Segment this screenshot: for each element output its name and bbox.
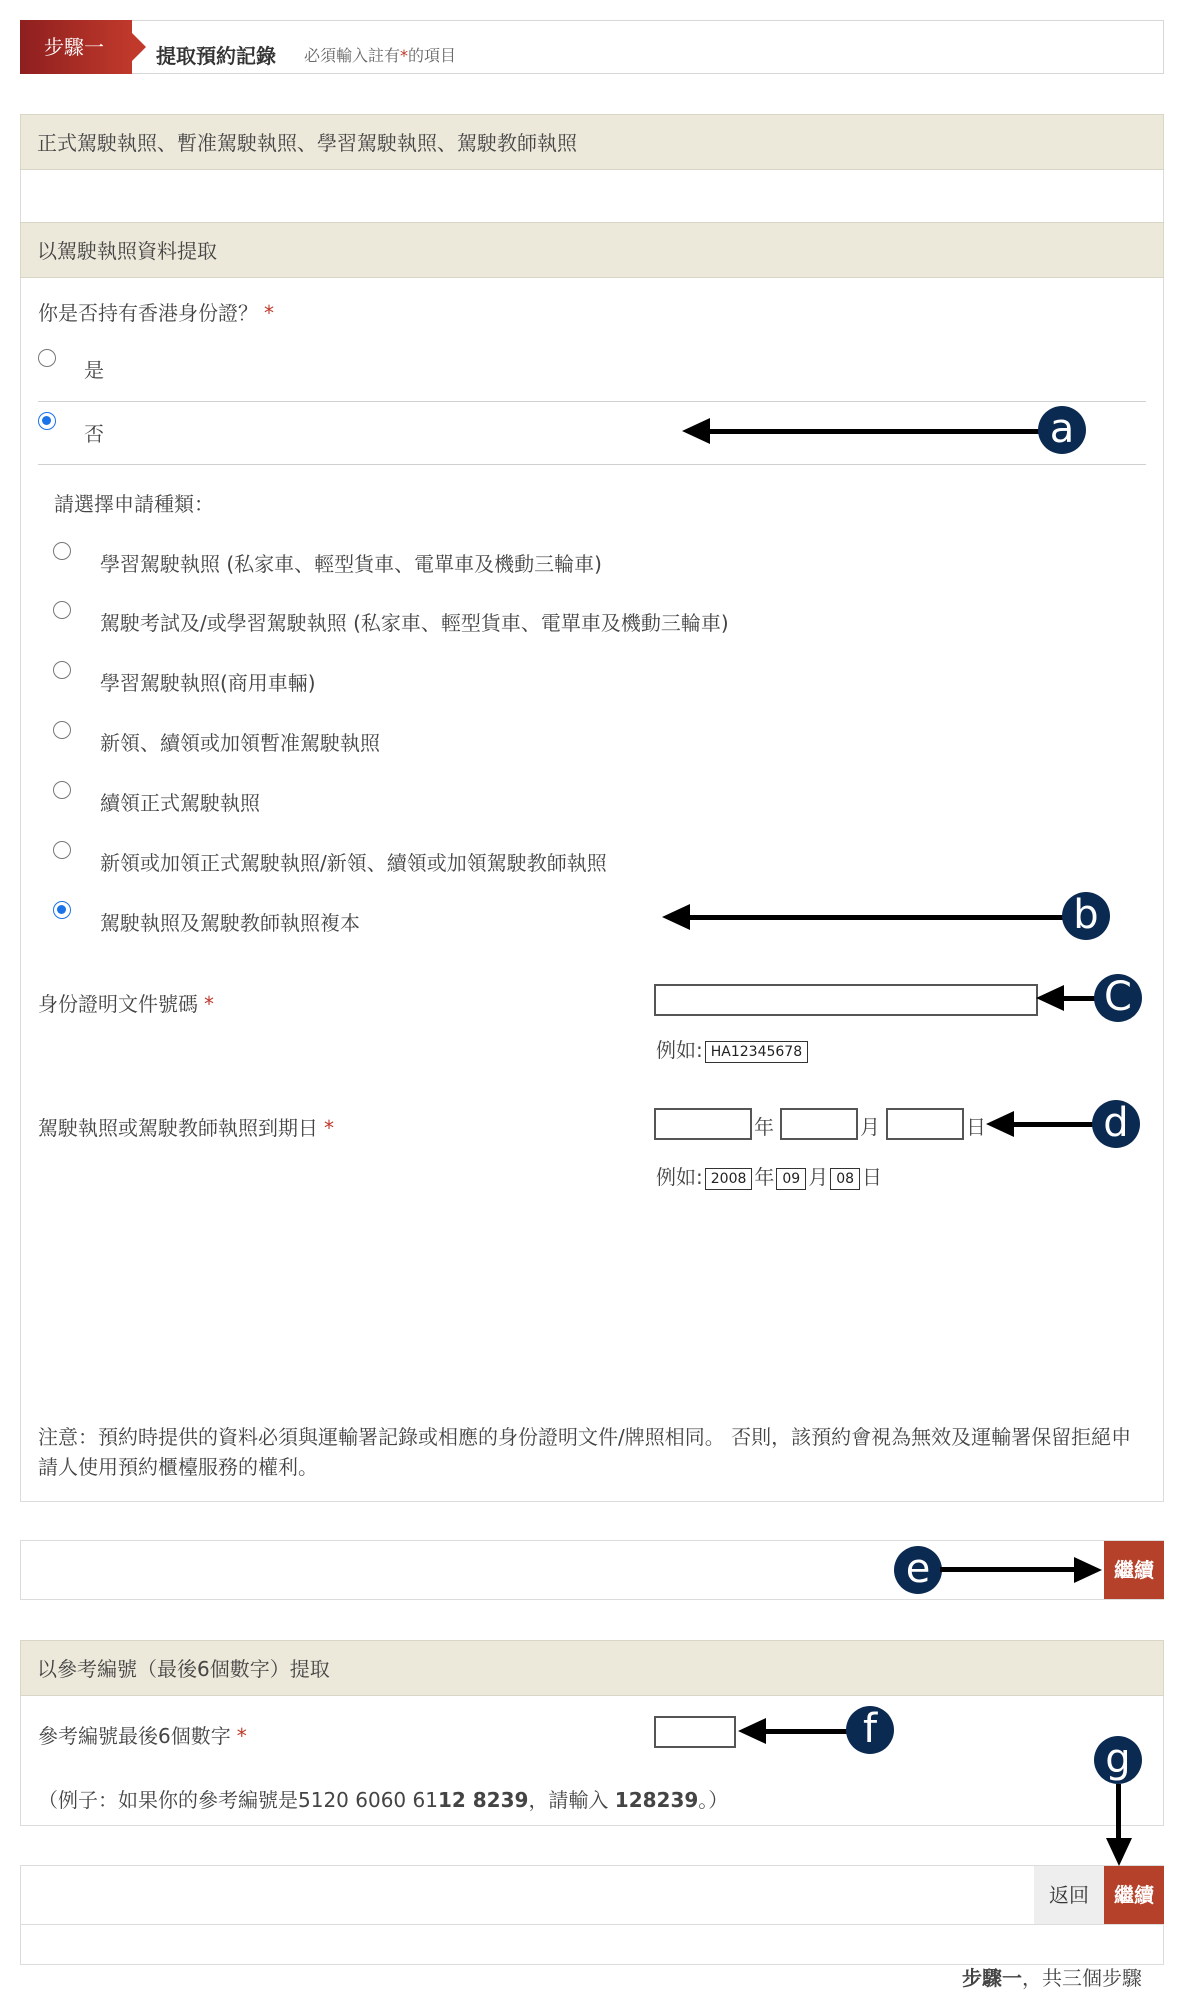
- step-progress: [962, 1962, 1142, 1991]
- radio-hkid-yes[interactable]: [38, 349, 56, 367]
- required-mark: *: [236, 1724, 247, 1748]
- expiry-date-label: [38, 1112, 334, 1141]
- arrow-line-e: [940, 1567, 1076, 1572]
- id-example-value: HA12345678: [705, 1041, 808, 1063]
- radio-hkid-no[interactable]: [38, 412, 56, 430]
- required-mark: *: [324, 1116, 334, 1140]
- example-day: 08: [830, 1168, 860, 1190]
- radio-hkid-yes-label: 是: [84, 358, 104, 382]
- radio-type-3-label: 學習駕駛執照(商用車輛): [100, 671, 316, 695]
- back-button[interactable]: 返回: [1034, 1866, 1104, 1924]
- expiry-date-label-text: 駕駛執照或駕駛教師執照到期日: [38, 1116, 318, 1140]
- arrow-line-g: [1116, 1784, 1121, 1844]
- callout-e: e: [894, 1546, 942, 1594]
- callout-d: d: [1092, 1100, 1140, 1148]
- arrow-line-b: [686, 915, 1068, 920]
- id-number-label: [38, 988, 214, 1017]
- required-mark: *: [264, 301, 274, 325]
- year-unit: 年: [754, 1115, 774, 1139]
- callout-f: f: [846, 1706, 894, 1754]
- arrow-line-c: [1060, 996, 1098, 1001]
- step-hint: [304, 43, 456, 66]
- action-bar-bottom: [20, 1925, 1164, 1965]
- example-part-d: 128239: [614, 1788, 699, 1812]
- hkid-question-text: 你是否持有香港身份證？: [38, 301, 258, 325]
- step-progress-current: 步驟一: [962, 1966, 1022, 1990]
- radio-type-7-label: 駕駛執照及駕駛教師執照複本: [100, 911, 360, 935]
- id-number-input[interactable]: [654, 984, 1038, 1016]
- expiry-example: [656, 1161, 882, 1190]
- radio-type-3[interactable]: [53, 661, 71, 679]
- continue-button-reference[interactable]: 繼續: [1104, 1866, 1164, 1924]
- callout-a: a: [1038, 406, 1086, 454]
- arrow-head-g: [1106, 1838, 1132, 1866]
- action-bar: [20, 1865, 1164, 1925]
- id-example: [656, 1034, 810, 1063]
- divider: [38, 464, 1146, 465]
- radio-type-5-label: 續領正式駕駛執照: [100, 791, 260, 815]
- notice-text: 注意：預約時提供的資料必須與運輸署記錄或相應的身份證明文件/牌照相同。 否則，該預約會視為無效及運輸署保留拒絕申請人使用預約櫃檯服務的權利。: [38, 1425, 1132, 1479]
- example-day-unit: 日: [862, 1165, 883, 1189]
- example-part-a: （例子：如果你的參考編號是5120 6060 61: [38, 1788, 438, 1812]
- callout-c: C: [1094, 974, 1142, 1022]
- step-title: 提取預約記錄: [156, 44, 276, 68]
- callout-b: b: [1062, 892, 1110, 940]
- radio-type-6-label: 新領或加領正式駕駛執照/新領、續領或加領駕駛教師執照: [100, 851, 607, 875]
- hkid-question: [38, 297, 274, 326]
- example-month: 09: [776, 1168, 806, 1190]
- radio-type-6[interactable]: [53, 841, 71, 859]
- reference-label-text: 參考編號最後6個數字: [38, 1724, 231, 1748]
- radio-type-4[interactable]: [53, 721, 71, 739]
- example-year: 2008: [705, 1168, 753, 1190]
- day-unit: 日: [966, 1115, 986, 1139]
- hint-star: *: [400, 46, 409, 65]
- radio-type-2[interactable]: [53, 601, 71, 619]
- example-part-e: 。）: [698, 1788, 729, 1812]
- arrow-line-a: [706, 429, 1046, 434]
- radio-type-5[interactable]: [53, 781, 71, 799]
- hint-prefix: 必須輸入註有: [304, 46, 401, 65]
- section-license-title: 以駕駛執照資料提取: [20, 222, 1164, 278]
- radio-type-2-label: 駕駛考試及/或學習駕駛執照 (私家車、輕型貨車、電單車及機動三輪車): [100, 611, 729, 635]
- required-mark: *: [204, 992, 214, 1016]
- step-tab: 步驟一: [20, 20, 132, 74]
- example-year-unit: 年: [754, 1165, 775, 1189]
- application-type-prompt: 請選擇申請種類：: [54, 492, 214, 516]
- id-example-prefix: 例如:: [656, 1038, 703, 1062]
- example-month-unit: 月: [808, 1165, 829, 1189]
- radio-type-4-label: 新領、續領或加領暫准駕駛執照: [100, 731, 380, 755]
- arrow-line-d: [1010, 1122, 1096, 1127]
- step-progress-total: ，共三個步驟: [1022, 1966, 1142, 1990]
- reference-input[interactable]: [654, 1716, 736, 1748]
- radio-hkid-no-label: 否: [84, 422, 104, 446]
- arrow-head-e: [1074, 1557, 1102, 1583]
- reference-label: [38, 1720, 247, 1749]
- month-unit: 月: [860, 1115, 880, 1139]
- divider: [38, 401, 1146, 402]
- continue-button[interactable]: 繼續: [1104, 1541, 1164, 1599]
- expiry-month-input[interactable]: [780, 1108, 858, 1140]
- callout-g: g: [1094, 1736, 1142, 1784]
- expiry-year-input[interactable]: [654, 1108, 752, 1140]
- hint-suffix: 的項目: [408, 46, 457, 65]
- expiry-example-prefix: 例如:: [656, 1165, 703, 1189]
- example-part-b: 12 8239: [437, 1788, 529, 1812]
- arrow-line-f: [762, 1729, 852, 1734]
- id-number-label-text: 身份證明文件號碼: [38, 992, 198, 1016]
- reference-example: [38, 1784, 728, 1813]
- expiry-day-input[interactable]: [886, 1108, 964, 1140]
- radio-type-7[interactable]: [53, 901, 71, 919]
- license-types-bar: 正式駕駛執照、暫准駕駛執照、學習駕駛執照、駕駛教師執照: [20, 114, 1164, 170]
- example-part-c: ，請輸入: [528, 1788, 615, 1812]
- section-reference-title: 以參考編號（最後6個數字）提取: [20, 1640, 1164, 1696]
- radio-type-1-label: 學習駕駛執照 (私家車、輕型貨車、電單車及機動三輪車): [100, 552, 602, 576]
- radio-type-1[interactable]: [53, 542, 71, 560]
